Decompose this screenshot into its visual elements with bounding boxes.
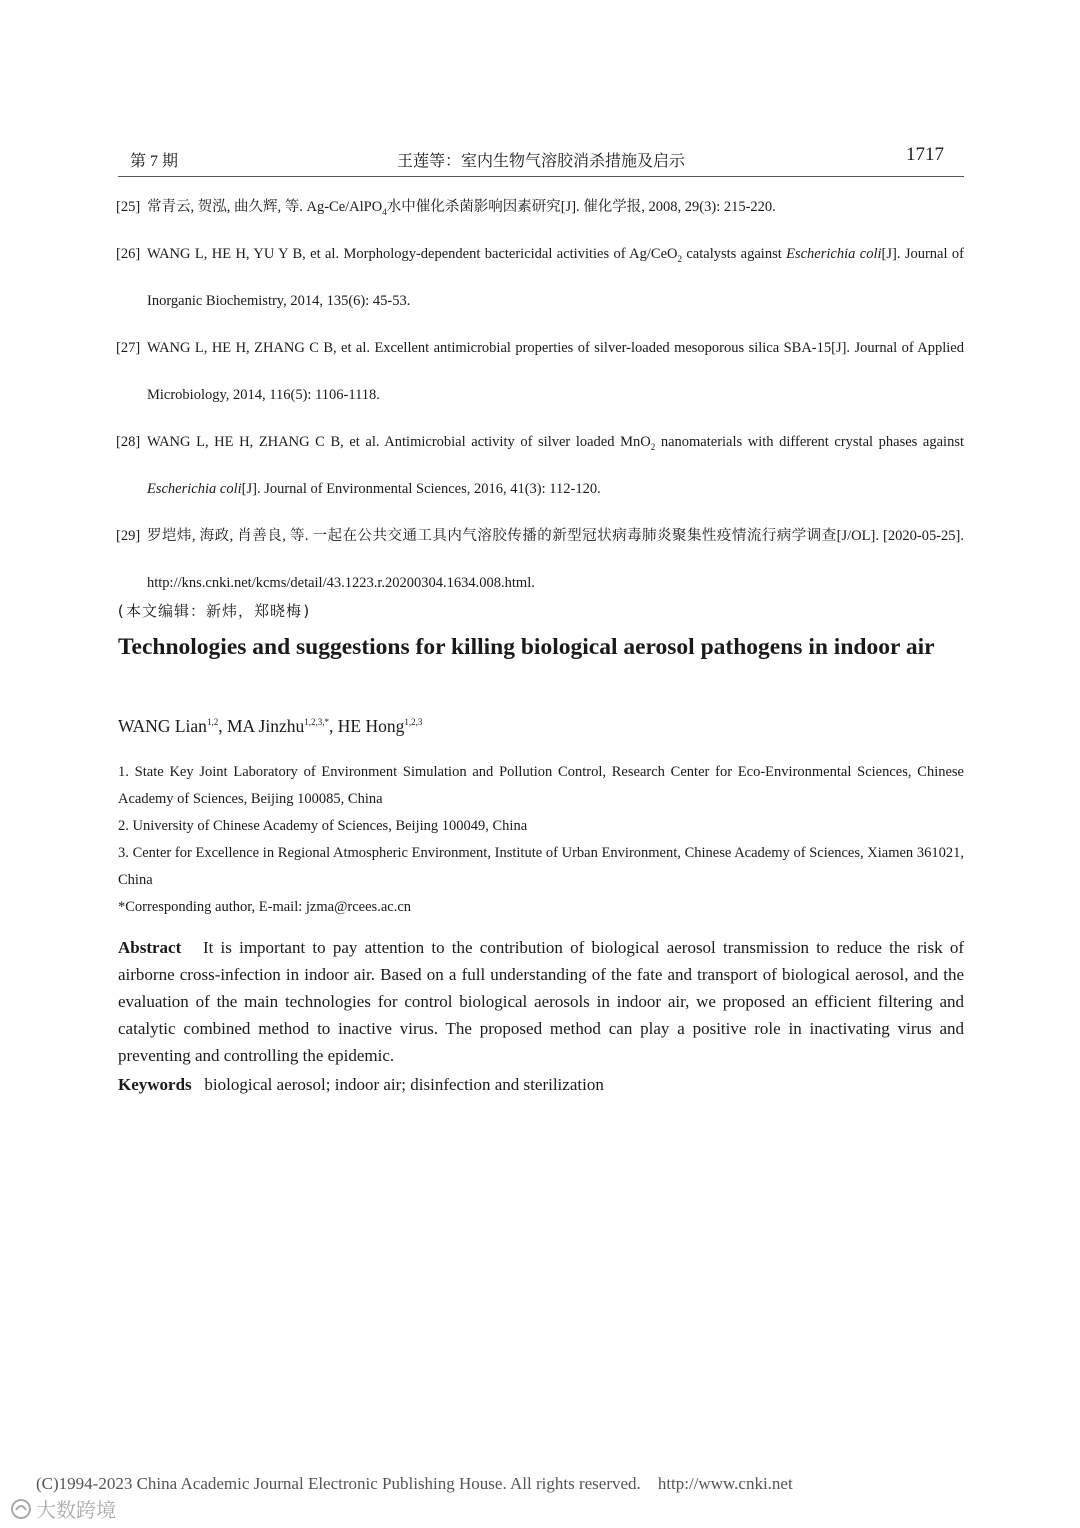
abstract-label: Abstract bbox=[118, 938, 182, 957]
reference-number: [27] bbox=[116, 340, 141, 356]
copyright-text: (C)1994-2023 China Academic Journal Electronic Publishing House. All rights reserved. bbox=[36, 1474, 641, 1493]
reference-number: [29] bbox=[116, 528, 141, 544]
author-affiliation-mark: 1,2,3,* bbox=[304, 717, 329, 728]
reference-text: WANG L, HE H, YU Y B, et al. Morphology-dependent bactericidal activities of Ag/CeO$_2$ catalysts against Escherichia coli[J]. Journal of Inorganic Biochemistry, 2014, 135(6): 45-53. bbox=[147, 246, 964, 309]
keywords-label: Keywords bbox=[118, 1075, 192, 1094]
footer-url: http://www.cnki.net bbox=[657, 1474, 793, 1493]
running-header bbox=[118, 144, 964, 177]
reference-number: [26] bbox=[116, 246, 141, 262]
page-number: 1717 bbox=[906, 144, 944, 165]
english-title: Technologies and suggestions for killing biological aerosol pathogens in indoor air bbox=[118, 634, 935, 660]
watermark bbox=[10, 1494, 116, 1523]
reference-text: 常青云, 贺泓, 曲久辉, 等. Ag-Ce/AlPO$_4$水中催化杀菌影响因素研究[J]. 催化学报, 2008, 29(3): 215-220. bbox=[147, 199, 776, 217]
author-list: WANG Lian$^{1,2}$, MA Jinzhu$^{1,2,3,*}$, HE Hong$^{1,2,3}$ bbox=[118, 716, 423, 736]
reference-number: [28] bbox=[116, 434, 141, 450]
affiliation-2: 2. University of Chinese Academy of Sciences, Beijing 100049, China bbox=[118, 818, 528, 834]
reference-text: WANG L, HE H, ZHANG C B, et al. Antimicrobial activity of silver loaded MnO$_2$ nanomaterials with different crystal phases against Escherichia coli[J]. Journal of Environmental Sciences, 2016, 41(3): 112-120. bbox=[147, 434, 964, 497]
reference-26 bbox=[116, 231, 964, 325]
author-name: MA Jinzhu bbox=[226, 716, 305, 736]
copyright-footer bbox=[36, 1474, 793, 1494]
abstract-text: It is important to pay attention to the contribution of biological aerosol transmission to reduce the risk of airborne cross-infection in indoor air. Based on a full understanding of the fate and transport of biological aerosol, and the evaluation of the main technologies for control biological aerosols in indoor air, we proposed an efficient filtering and catalytic combined method to inactive virus. The proposed method can play a positive role in inactivating virus and preventing and controlling the epidemic. bbox=[118, 938, 965, 1065]
watermark-text: 大数跨境 bbox=[36, 1498, 116, 1522]
reference-28 bbox=[116, 419, 964, 513]
keywords bbox=[118, 1071, 604, 1098]
affiliation-1: 1. State Key Joint Laboratory of Environment Simulation and Pollution Control, Research Center for Eco-Environmental Sciences, Chinese Academy of Sciences, Beijing 100085, China bbox=[118, 764, 964, 807]
abstract bbox=[118, 934, 964, 1069]
reference-27 bbox=[116, 325, 964, 419]
reference-text: 罗垲炜, 海政, 肖善良, 等. 一起在公共交通工具内气溶胶传播的新型冠状病毒肺炎聚集性疫情流行病学调查[J/OL]. [2020-05-25]. http://kns.cnki.net/kcms/detail/43.1223.r.20200304.1634.008.html. bbox=[147, 528, 964, 591]
reference-29 bbox=[116, 513, 964, 607]
issue-number: 第 7 期 bbox=[130, 153, 179, 170]
affiliation-3: 3. Center for Excellence in Regional Atmospheric Environment, Institute of Urban Environment, Chinese Academy of Sciences, Xiamen 361021, China bbox=[118, 845, 964, 888]
corresponding-author: *Corresponding author, E-mail: jzma@rcees.ac.cn bbox=[118, 899, 412, 915]
watermark-logo-icon bbox=[10, 1498, 32, 1520]
author-name: HE Hong bbox=[337, 716, 405, 736]
author-name: WANG Lian bbox=[118, 716, 207, 736]
author-affiliation-mark: 1,2,3 bbox=[404, 717, 423, 728]
keywords-text: biological aerosol; indoor air; disinfection and sterilization bbox=[204, 1075, 604, 1094]
editor-note: (本文编辑：新炜，郑晓梅) bbox=[116, 602, 313, 620]
author-affiliation-mark: 1,2 bbox=[206, 717, 219, 728]
reference-text: WANG L, HE H, ZHANG C B, et al. Excellent antimicrobial properties of silver-loaded mesoporous silica SBA-15[J]. Journal of Applied Microbiology, 2014, 116(5): 1106-1118. bbox=[147, 340, 964, 403]
running-title: 王莲等：室内生物气溶胶消杀措施及启示 bbox=[396, 153, 685, 170]
affiliations bbox=[118, 759, 964, 921]
reference-25 bbox=[116, 184, 964, 231]
reference-number: [25] bbox=[116, 199, 141, 215]
